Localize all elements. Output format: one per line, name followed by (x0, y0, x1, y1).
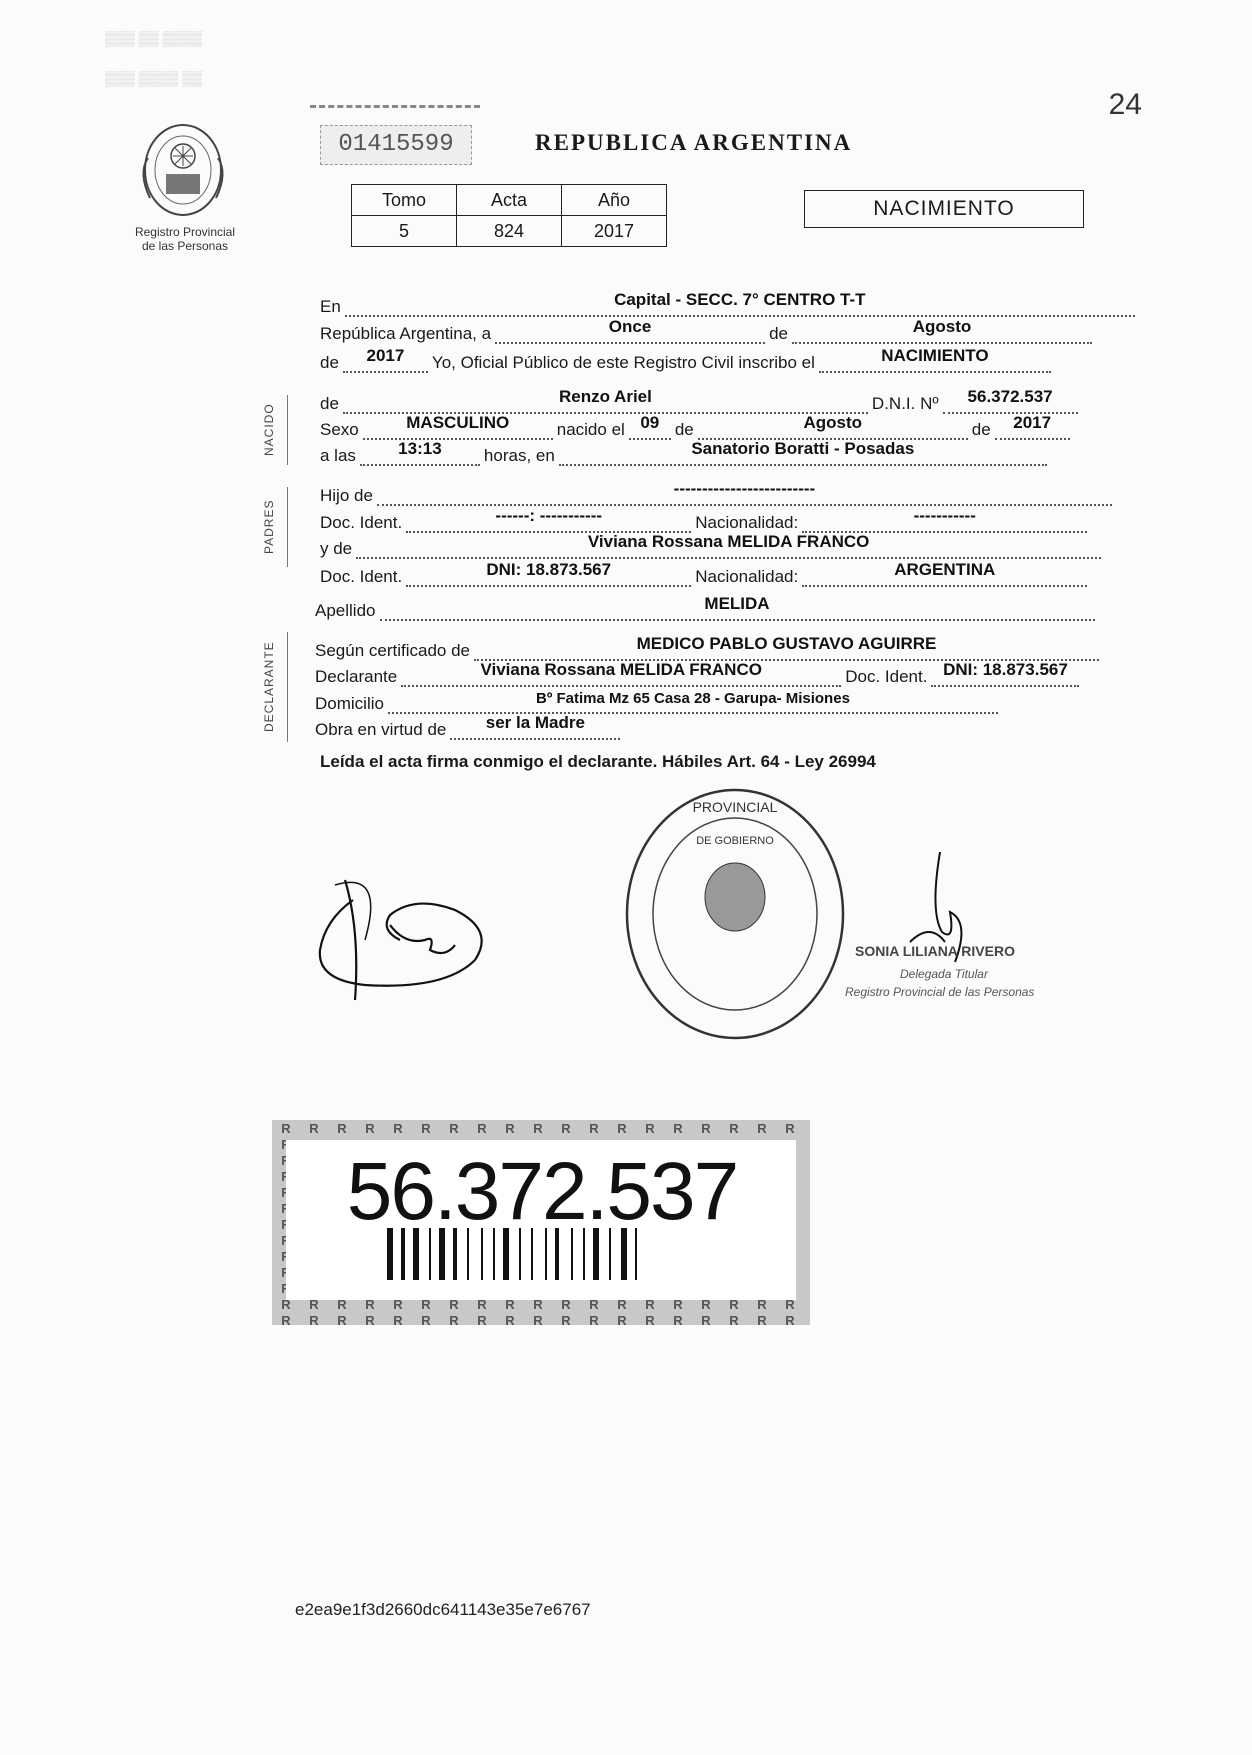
row-madre-doc (316, 560, 1087, 587)
side-label-padres: PADRES (262, 499, 276, 555)
field-certificado: MEDICO PABLO GUSTAVO AGUIRRE (636, 634, 937, 653)
field-dia-texto: Once (608, 317, 652, 336)
closing-statement: Leída el acta firma conmigo el declarante. Hábiles Art. 64 - Ley 26994 (320, 752, 876, 771)
field-sexo: MASCULINO (406, 413, 510, 432)
field-lugar: Capital - SECC. 7° CENTRO T-T (614, 290, 866, 309)
label-obra-en-virtud: Obra en virtud de (315, 720, 447, 739)
row-fecha (316, 317, 1092, 344)
label-domicilio: Domicilio (315, 694, 384, 713)
field-anio-nac: 2017 (1013, 413, 1052, 432)
serial-number: 01415599 (320, 125, 472, 165)
row-certificado (311, 634, 1099, 661)
field-nombre: Renzo Ariel (558, 387, 652, 406)
ghost-text: ▒▒▒ ▒▒▒▒ ▒▒ (105, 70, 203, 86)
official-title: Delegada Titular (900, 967, 988, 981)
label-de: de (320, 353, 339, 372)
row-domicilio (311, 690, 998, 714)
label-apellido: Apellido (315, 601, 376, 620)
document-hash: e2ea9e1f3d2660dc641143e35e7e6767 (295, 1600, 591, 1619)
page-number: 24 (1108, 88, 1142, 121)
field-hora: 13:13 (398, 439, 442, 458)
label-a-las: a las (320, 446, 356, 465)
label-sexo: Sexo (320, 420, 359, 439)
table-value-tomo: 5 (352, 216, 457, 247)
label-en: En (320, 297, 341, 316)
table-header-anio: Año (562, 185, 667, 216)
field-acto: NACIMIENTO (881, 346, 989, 365)
label-de: de (971, 420, 991, 439)
field-dia-nac: 09 (640, 413, 660, 432)
table-header-tomo: Tomo (352, 185, 457, 216)
ghost-text: ▒▒▒ ▒▒ ▒▒▒▒ (105, 30, 203, 46)
field-mes-nac: Agosto (803, 413, 862, 432)
table-value-anio: 2017 (562, 216, 667, 247)
field-mes-texto: Agosto (912, 317, 972, 336)
label-y-de: y de (320, 539, 353, 558)
side-label-declarante: DECLARANTE (262, 641, 276, 733)
declarant-signature-icon (305, 840, 515, 1010)
row-padre-doc (316, 506, 1087, 533)
label-nacionalidad: Nacionalidad: (695, 513, 799, 532)
field-padre: ------------------------- (673, 479, 816, 498)
label-republica: República Argentina, a (320, 324, 492, 343)
label-doc-ident: Doc. Ident. (320, 567, 403, 586)
label-de: de (320, 394, 339, 413)
field-padre-doc: ------: ----------- (495, 506, 603, 525)
province-seal-icon (128, 118, 238, 226)
field-apellido: MELIDA (704, 594, 770, 613)
label-doc-ident-2: Doc. Ident. (845, 667, 928, 686)
logo-caption-line1: Registro Provincial (134, 225, 236, 239)
registry-table (351, 184, 667, 247)
row-declarante (311, 660, 1079, 687)
label-nacido-el: nacido el (556, 420, 625, 439)
table-value-acta: 824 (457, 216, 562, 247)
row-sexo (316, 413, 1070, 440)
row-nombre (316, 387, 1078, 414)
official-seal-icon (615, 782, 855, 1047)
row-lugar (316, 290, 1135, 317)
dni-label-number: 56.372.537 (346, 1146, 738, 1237)
logo-caption-line2: de las Personas (141, 239, 229, 253)
act-type-box: NACIMIENTO (804, 190, 1084, 228)
side-label-nacido: NACIDO (262, 403, 276, 457)
table-header-acta: Acta (457, 185, 562, 216)
field-domicilio: Bº Fatima Mz 65 Casa 28 - Garupa- Misiones (536, 690, 850, 707)
official-name: SONIA LILIANA RIVERO (855, 943, 1015, 959)
field-madre-doc: DNI: 18.873.567 (486, 560, 612, 579)
seal-text-inner: DE GOBIERNO (696, 835, 774, 847)
label-horas-en: horas, en (483, 446, 555, 465)
label-de: de (769, 324, 788, 343)
row-virtud (311, 713, 620, 740)
field-declarante: Viviana Rossana MELIDA FRANCO (480, 660, 762, 679)
row-acto (316, 346, 1051, 373)
row-madre (316, 532, 1101, 559)
seal-text-outer: PROVINCIAL (692, 799, 778, 815)
field-dni: 56.372.537 (967, 387, 1053, 406)
serial-decor (310, 105, 480, 114)
field-lugar-nac: Sanatorio Boratti - Posadas (691, 439, 915, 458)
row-hora (316, 439, 1047, 466)
label-doc-ident: Doc. Ident. (320, 513, 403, 532)
header-title: REPUBLICA ARGENTINA (535, 130, 853, 155)
field-madre: Viviana Rossana MELIDA FRANCO (587, 532, 870, 551)
field-declarante-doc: DNI: 18.873.567 (943, 660, 1068, 679)
label-nacionalidad: Nacionalidad: (695, 567, 799, 586)
row-apellido (311, 594, 1095, 621)
label-de: de (674, 420, 694, 439)
label-declarante: Declarante (315, 667, 398, 686)
field-anio: 2017 (366, 346, 405, 365)
official-org: Registro Provincial de las Personas (845, 985, 1035, 999)
field-virtud: ser la Madre (485, 713, 585, 732)
label-yo-oficial: Yo, Oficial Público de este Registro Civil inscribo el (431, 353, 815, 372)
label-segun-certificado: Según certificado de (315, 641, 470, 660)
label-dni-no: D.N.I. Nº (871, 394, 939, 413)
field-padre-nac: ----------- (913, 506, 976, 525)
row-hijo-de (316, 479, 1112, 506)
label-hijo-de: Hijo de (320, 486, 373, 505)
field-madre-nac: ARGENTINA (894, 560, 996, 579)
logo-caption (115, 225, 255, 253)
